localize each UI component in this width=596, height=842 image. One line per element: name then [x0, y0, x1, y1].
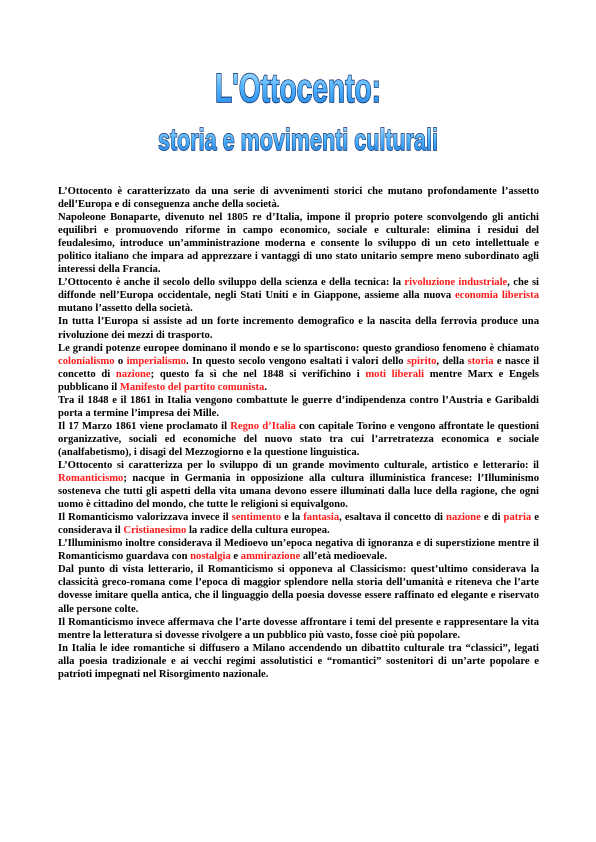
text-run: mentre Marx e Engels pubblicano il — [58, 368, 540, 393]
text-run: o — [114, 355, 127, 367]
text-run: L’Ottocento si caratterizza per lo sviluppo di un grande movimento culturale, artistico e letterario: il — [58, 459, 539, 471]
text-run: e — [230, 551, 241, 563]
text-run: Dal punto di vista letterario, il Romanticismo si opponeva al Classicismo: quest’ultimo considerava la classicità greco-romana come l’epoca di maggior splendore nella storia dell’umanità e riteneva che l’arte dovesse imitare quella antica, che il linguaggio della poesia dovesse essere raffinato ed elegante e riservato alle persone colte. — [58, 564, 539, 615]
text-run: Il Romanticismo invece affermava che l’arte dovesse affrontare i temi del presente e rappresentare la vita mentre la letteratura si dovesse rivolgere a un pubblico più vasto, fosse cioè più popolare. — [58, 616, 539, 641]
text-run: Il 17 Marzo 1861 viene proclamato il — [58, 420, 231, 432]
highlighted-term: fantasia — [303, 512, 340, 524]
paragraph-p13 — [58, 642, 539, 681]
highlighted-term: patria — [503, 512, 532, 524]
text-run: L’Ottocento è caratterizzato da una serie di avvenimenti storici che mutano profondamente l’assetto dell’Europa e di conseguenza anche della società. — [58, 186, 539, 211]
text-run: In Italia le idee romantiche si diffusero a Milano accendendo un dibattito culturale tra “classici”, legati alla poesia tradizionale e ai vecchi regimi assolutistici e “romantici” sostenitori di un’arte popolare e patrioti impegnati nel Risorgimento nazionale. — [58, 642, 539, 680]
paragraph-p9 — [58, 511, 539, 537]
highlighted-term: Regno d’Italia — [230, 420, 296, 432]
paragraph-p10 — [58, 537, 539, 563]
highlighted-term: spirito — [406, 355, 437, 367]
highlighted-term: Cristianesimo — [123, 525, 187, 537]
text-run: ; nacque in Germania in opposizione alla cultura illuministica francese: l’Illuminismo sosteneva che tutti gli aspetti della vita umana devono essere illuminati dalla luce della ragione, che ogni uomo è cittadino del mondo, che tutte le religioni si equivalgono. — [58, 473, 539, 511]
text-run: In tutta l’Europa si assiste ad un forte incremento demografico e la nascita della ferrovia produce una rivoluzione dei mezzi di trasporto. — [58, 316, 539, 341]
paragraph-p5 — [58, 342, 539, 394]
paragraph-p6 — [58, 394, 539, 420]
highlighted-term: colonialismo — [58, 355, 115, 367]
text-run: con capitale Torino e vengono affrontate le questioni organizzative, sociali ed economiche del nuovo stato tra cui l’arretratezza economica e sociale (analfabetismo), i disagi del Mezzogiorno e la questione linguistica. — [58, 420, 539, 458]
highlighted-term: ammirazione — [240, 551, 301, 563]
highlighted-term: economia liberista — [455, 290, 539, 302]
text-run: mutano l’assetto della società. — [58, 303, 193, 315]
text-run: e di — [480, 512, 504, 524]
paragraph-p1 — [58, 185, 539, 211]
body-text — [58, 185, 539, 681]
paragraph-p2 — [58, 211, 539, 276]
title-line-1: L'Ottocento: — [215, 65, 381, 111]
paragraph-p8 — [58, 459, 539, 511]
highlighted-term: Romanticismo — [58, 473, 124, 485]
text-run: L’Ottocento è anche il secolo dello sviluppo della scienza e della tecnica: la — [58, 277, 405, 289]
text-run: . In questo secolo vengono esaltati i valori dello — [186, 355, 407, 367]
text-run: e nasce il concetto di — [58, 355, 540, 380]
text-run: ; questo fa sì che nel 1848 si verifichino i — [150, 368, 366, 380]
paragraph-p3 — [58, 276, 539, 315]
text-run: Il Romanticismo valorizzava invece il — [58, 512, 232, 524]
text-run: e la — [281, 512, 304, 524]
text-run: Napoleone Bonaparte, divenuto nel 1805 re d’Italia, impone il proprio potere sconvolgendo gli antichi equilibri e promuovendo riforme in campo economico, sociale e culturale: elimina i residui del feudalesimo, introduce un’amministrazione moderna e consente lo sviluppo di un ceto intellettuale e politico italiano che impara ad apprezzare i vantaggi di uno stato unitario sempre meno subordinato agli interessi della Francia. — [58, 212, 539, 276]
text-run: , esaltava il concetto di — [339, 512, 447, 524]
highlighted-term: nostalgia — [190, 551, 231, 563]
title-wordart — [150, 58, 446, 162]
text-run: , che si diffonde nell’Europa occidentale, negli Stati Uniti e in Giappone, assieme alla nuova — [58, 277, 540, 302]
paragraph-p7 — [58, 420, 539, 459]
highlighted-term: Manifesto del partito comunista — [119, 381, 265, 393]
text-run: . — [264, 381, 267, 393]
title-line-2: storia e movimenti culturali — [158, 122, 438, 157]
highlighted-term: imperialismo — [126, 355, 187, 367]
highlighted-term: moti liberali — [365, 368, 425, 380]
highlighted-term: nazione — [446, 512, 481, 524]
highlighted-term: sentimento — [231, 512, 282, 524]
highlighted-term: nazione — [115, 368, 151, 380]
highlighted-term: rivoluzione industriale — [404, 277, 508, 289]
paragraph-p11 — [58, 563, 539, 615]
text-run: e considerava il — [58, 512, 539, 537]
paragraph-p4 — [58, 315, 539, 341]
text-run: Tra il 1848 e il 1861 in Italia vengono combattute le guerre d’indipendenza contro l’Austria e Garibaldi porta a termine l’impresa dei Mille. — [58, 394, 539, 419]
paragraph-p12 — [58, 616, 539, 642]
text-run: all’età medioevale. — [300, 551, 387, 563]
text-run: la radice della cultura europea. — [186, 525, 330, 537]
highlighted-term: storia — [467, 355, 494, 367]
text-run: , della — [436, 355, 468, 367]
text-run: Le grandi potenze europee dominano il mondo e se lo spartiscono: questo grandioso fenomeno è chiamato — [58, 342, 539, 354]
text-run: L’Illuminismo inoltre considerava il Medioevo un’epoca negativa di ignoranza e di superstizione mentre il Romanticismo guardava con — [58, 538, 539, 563]
